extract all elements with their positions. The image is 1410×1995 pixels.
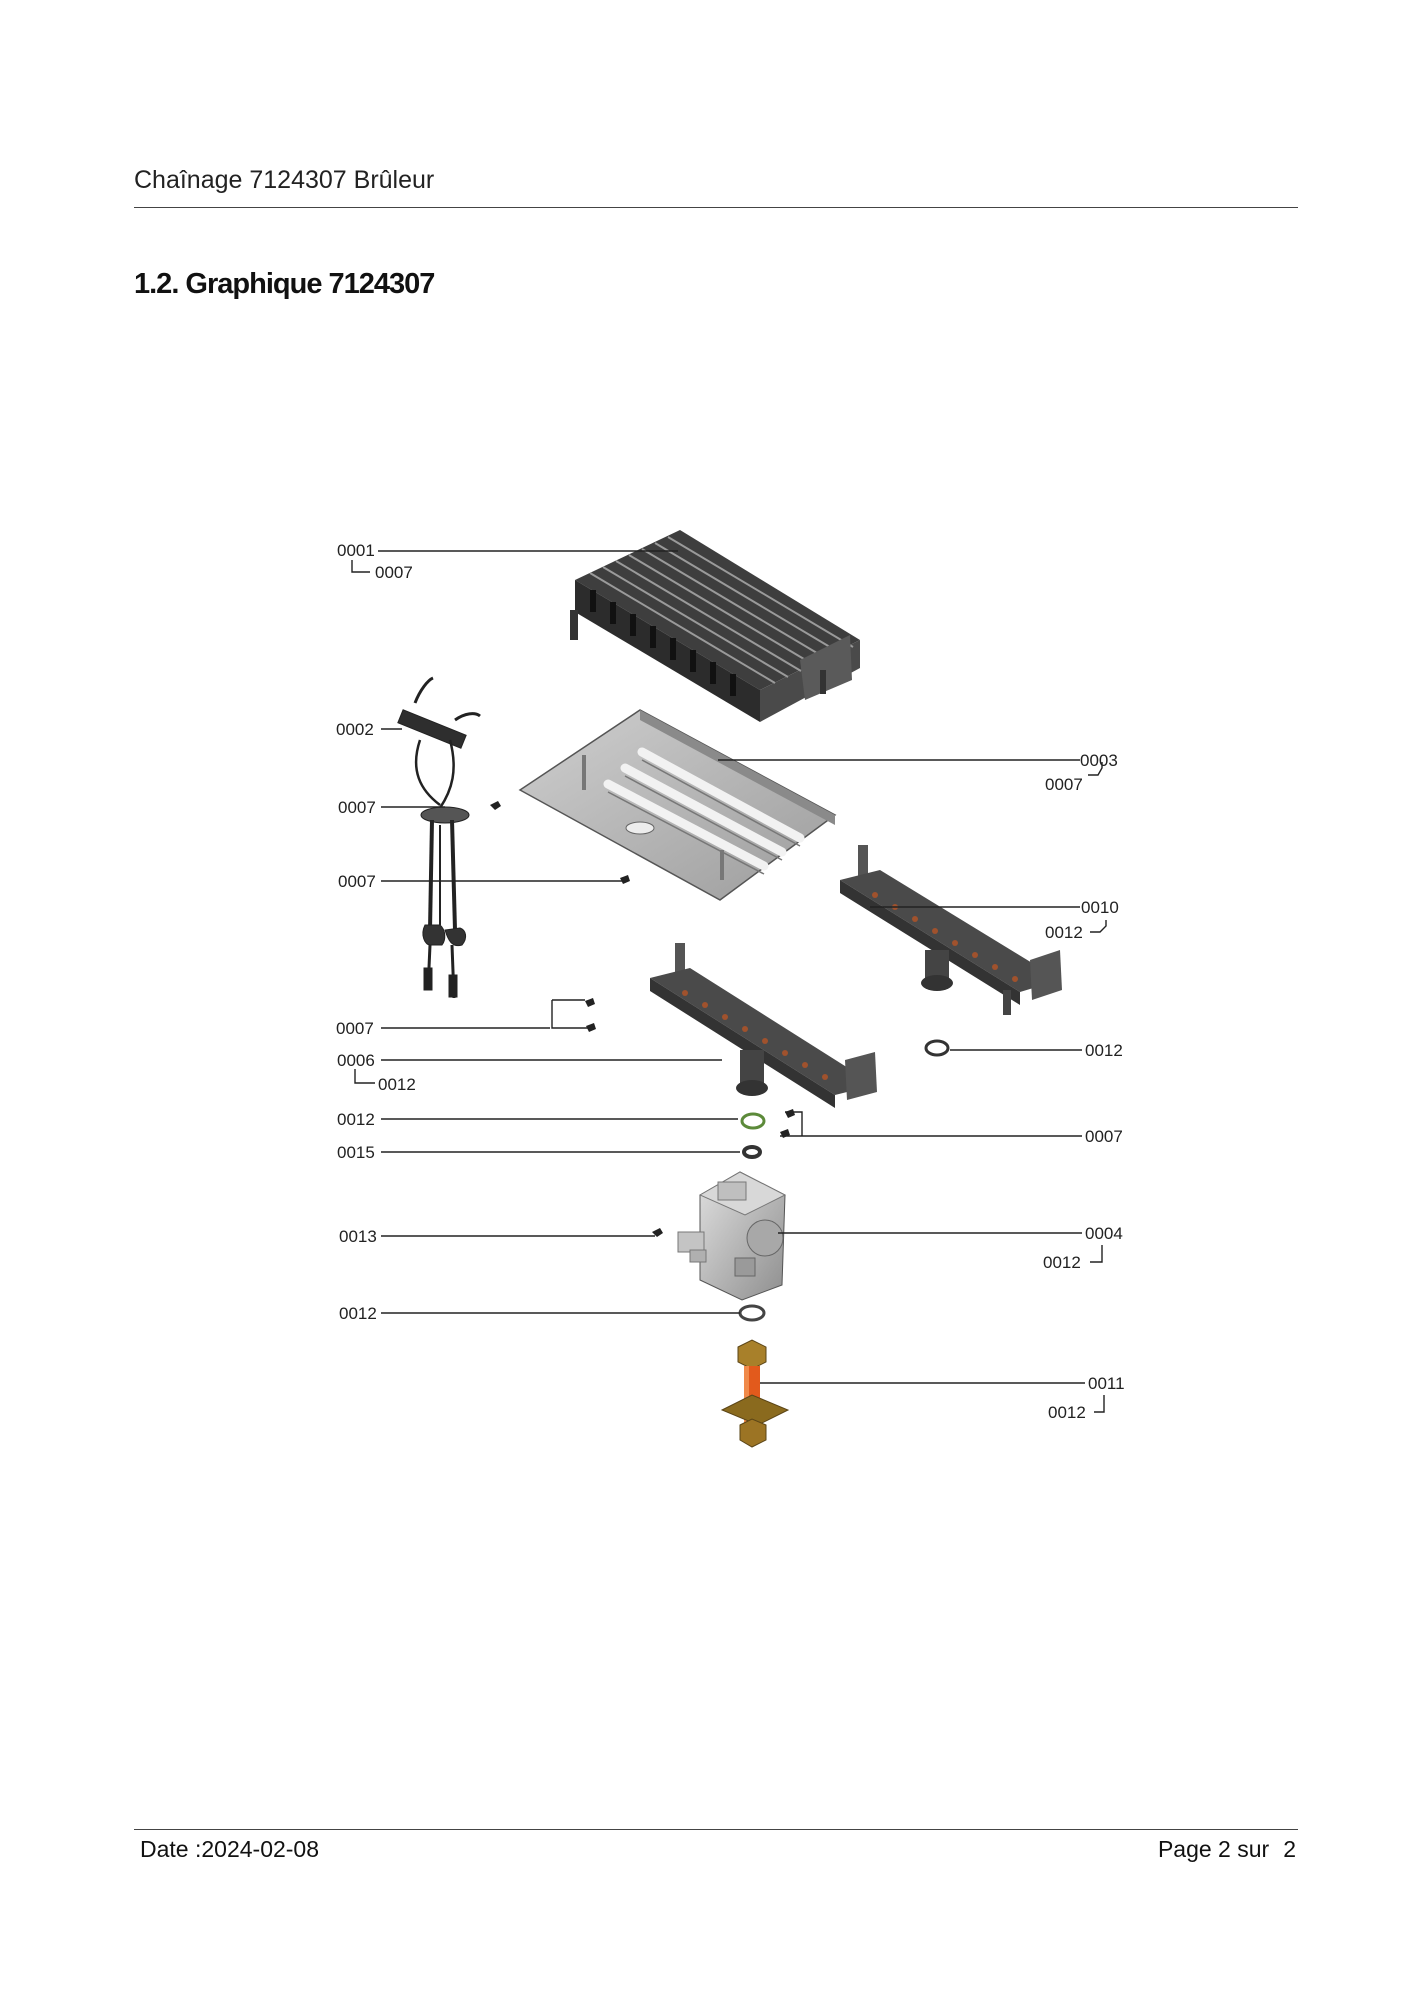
callout-0001-sub: 0007: [375, 563, 413, 582]
callout-0004: 0004: [1085, 1224, 1123, 1243]
footer-page-number: [1158, 1836, 1296, 1863]
callout-0002: 0002: [336, 720, 374, 739]
footer-date: Date :2024-02-08: [140, 1836, 320, 1862]
manifold-lower-part: [650, 943, 877, 1108]
page-total: 2: [1283, 1836, 1296, 1862]
callout-0007-d: 0007: [1085, 1127, 1123, 1146]
callout-0003: 0003: [1080, 751, 1118, 770]
burner-block-part: [570, 530, 860, 722]
callout-0007-c: 0007: [336, 1019, 374, 1038]
callout-0007-b: 0007: [338, 872, 376, 891]
footer-divider: [134, 1829, 1298, 1830]
document-header-title: Chaînage 7124307 Brûleur: [134, 166, 435, 194]
callout-0013: 0013: [339, 1227, 377, 1246]
callout-0001: 0001: [337, 541, 375, 560]
callout-0011-sub: 0012: [1048, 1403, 1086, 1422]
gas-valve-part: [678, 1172, 785, 1300]
callout-0012-a: 0012: [337, 1110, 375, 1129]
callout-0011: 0011: [1088, 1374, 1125, 1393]
callout-0007-a: 0007: [338, 798, 376, 817]
callout-0004-sub: 0012: [1043, 1253, 1081, 1272]
gas-connector-part: [722, 1340, 788, 1447]
mounting-plate-part: [520, 710, 835, 900]
callout-0006: 0006: [337, 1051, 375, 1070]
electrode-assembly-part: [398, 678, 480, 998]
section-title: 1.2. Graphique 7124307: [134, 268, 435, 300]
callout-0015: 0015: [337, 1143, 375, 1162]
callout-0010: 0010: [1081, 898, 1119, 917]
page-label: Page 2 sur: [1157, 1836, 1270, 1862]
callout-0006-sub: 0012: [378, 1075, 416, 1094]
manifold-upper-part: [840, 845, 1062, 1015]
callout-0012-c: 0012: [1085, 1041, 1123, 1060]
callout-0012-b: 0012: [339, 1304, 377, 1323]
callout-0003-sub: 0007: [1045, 775, 1083, 794]
callout-0010-sub: 0012: [1045, 923, 1083, 942]
